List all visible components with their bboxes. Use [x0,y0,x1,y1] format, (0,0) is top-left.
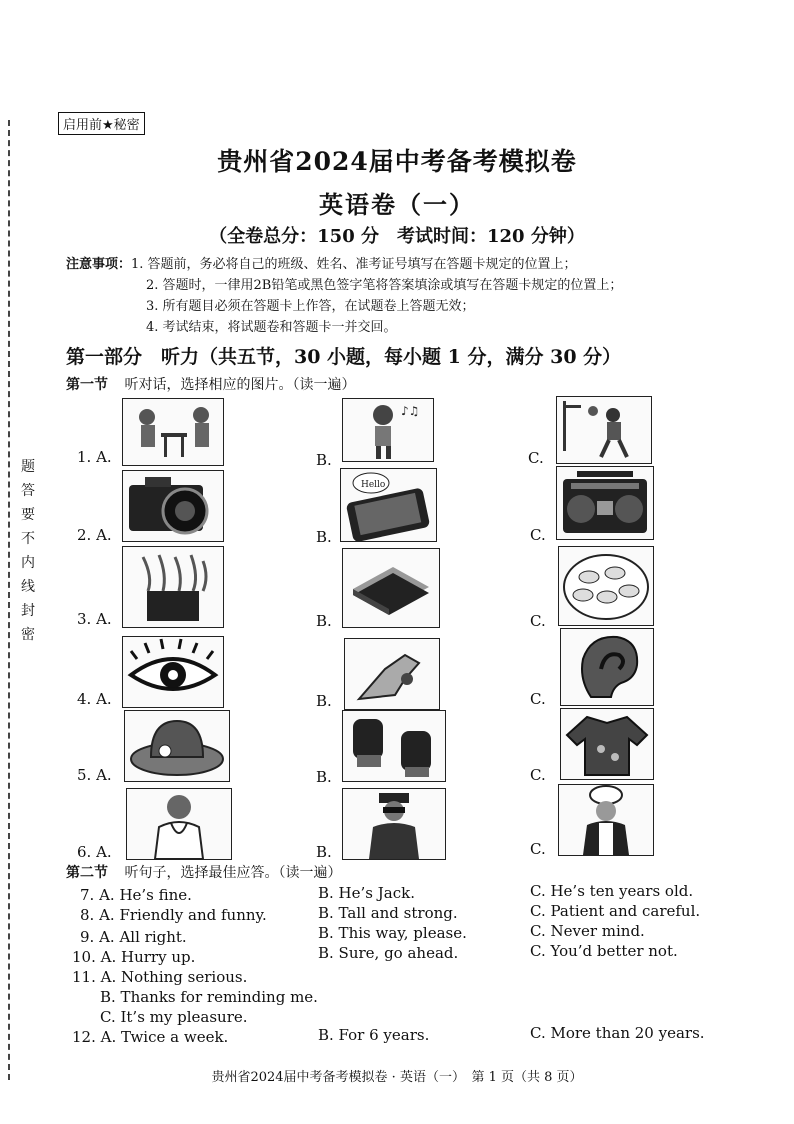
q7-option-c: C. He’s ten years old. [530,882,694,900]
question-number: 5. A. [77,766,112,784]
option-c-label: C. [530,612,546,630]
question-number: 3. A. [77,610,112,628]
section2-heading [66,862,341,882]
option-b-label: B. [316,451,332,469]
q9-option-a: 9. A. All right. [80,928,187,946]
page-footer: 贵州省2024届中考备考模拟卷 · 英语（一） 第 1 页（共 8 页） [211,1070,583,1085]
section2-instruction: 听句子，选择最佳应答。（读一遍） [124,865,342,881]
question-number: 1. A. [77,448,112,466]
q8-option-a: 8. A. Friendly and funny. [80,906,267,924]
confidential-badge: 启用前★秘密 [58,112,145,135]
hat-icon [124,710,230,782]
option-b-label: B. [316,612,332,630]
section1-heading [66,374,355,394]
question-number: 2. A. [77,526,112,544]
exam-meta: （全卷总分：150 分 考试时间：120 分钟） [209,226,585,247]
svg-text:♪♫: ♪♫ [401,404,420,418]
q9-option-b: B. This way, please. [318,924,467,942]
q12-option-a: 12. A. Twice a week. [72,1028,229,1046]
q9-option-c: C. Never mind. [530,922,645,940]
binding-margin-text: 题答要不内线封密 [21,459,35,643]
boy-singing-icon [342,398,434,462]
q10-option-c: C. You’d better not. [530,942,678,960]
option-c-label: C. [530,526,546,544]
note-item: 2. 答题时，一律用2B铅笔或黑色签字笔将答案填涂或填写在答题卡规定的位置上； [146,278,623,293]
option-b-label: B. [316,528,332,546]
q12-option-b: B. For 6 years. [318,1026,430,1044]
gloves-icon [342,710,446,782]
note-item: 1. 答题前，务必将自己的班级、姓名、准考证号填写在答题卡规定的位置上； [131,257,577,272]
q7-option-a: 7. A. He’s fine. [80,886,192,904]
sweater-icon [560,708,654,780]
option-c-label: C. [530,766,546,784]
hand-icon [344,638,440,710]
q10-option-b: B. Sure, go ahead. [318,944,459,962]
radio-icon [556,466,654,540]
basketball-player-icon [556,396,652,464]
option-b-label: B. [316,843,332,861]
q8-option-c: C. Patient and careful. [530,902,701,920]
dumplings-plate-icon [558,546,654,626]
exam-title: 贵州省2024届中考备考模拟卷 [217,147,577,176]
part1-title: 第一部分 听力（共五节，30 小题，每小题 1 分，满分 30 分） [66,346,622,368]
doctor-icon [126,788,232,860]
notes-block [66,254,622,338]
sandwich-icon [342,548,440,628]
option-b-label: B. [316,768,332,786]
exam-subtitle: 英语卷（一） [319,190,475,219]
question-number: 6. A. [77,843,112,861]
section1-instruction: 听对话，选择相应的图片。（读一遍） [124,377,356,393]
q11-option-a: 11. A. Nothing serious. [72,968,248,986]
policeman-icon [342,788,446,860]
svg-text:Hello: Hello [361,480,386,490]
note-item: 3. 所有题目必须在答题卡上作答，在试题卷上答题无效； [146,299,475,314]
section2-label: 第二节 [66,865,108,881]
noodles-bowl-icon [122,546,224,628]
option-b-label: B. [316,692,332,710]
question-number: 4. A. [77,690,112,708]
q11-option-c: C. It’s my pleasure. [100,1008,248,1026]
option-c-label: C. [530,840,546,858]
two-people-at-table-icon [122,398,224,466]
notes-label: 注意事项： [66,257,132,272]
q7-option-b: B. He’s Jack. [318,884,415,902]
note-item: 4. 考试结束，将试题卷和答题卡一并交回。 [146,320,397,335]
q10-option-a: 10. A. Hurry up. [72,948,196,966]
eye-icon [122,636,224,708]
option-c-label: C. [530,690,546,708]
section1-label: 第一节 [66,377,108,393]
q8-option-b: B. Tall and strong. [318,904,458,922]
q12-option-c: C. More than 20 years. [530,1024,705,1042]
cook-icon [558,784,654,856]
smartphone-icon [340,468,437,542]
camera-icon [122,470,224,542]
ear-icon [560,628,654,706]
q11-option-b: B. Thanks for reminding me. [100,988,318,1006]
binding-dashed-line [8,120,10,1080]
option-c-label: C. [528,449,544,467]
